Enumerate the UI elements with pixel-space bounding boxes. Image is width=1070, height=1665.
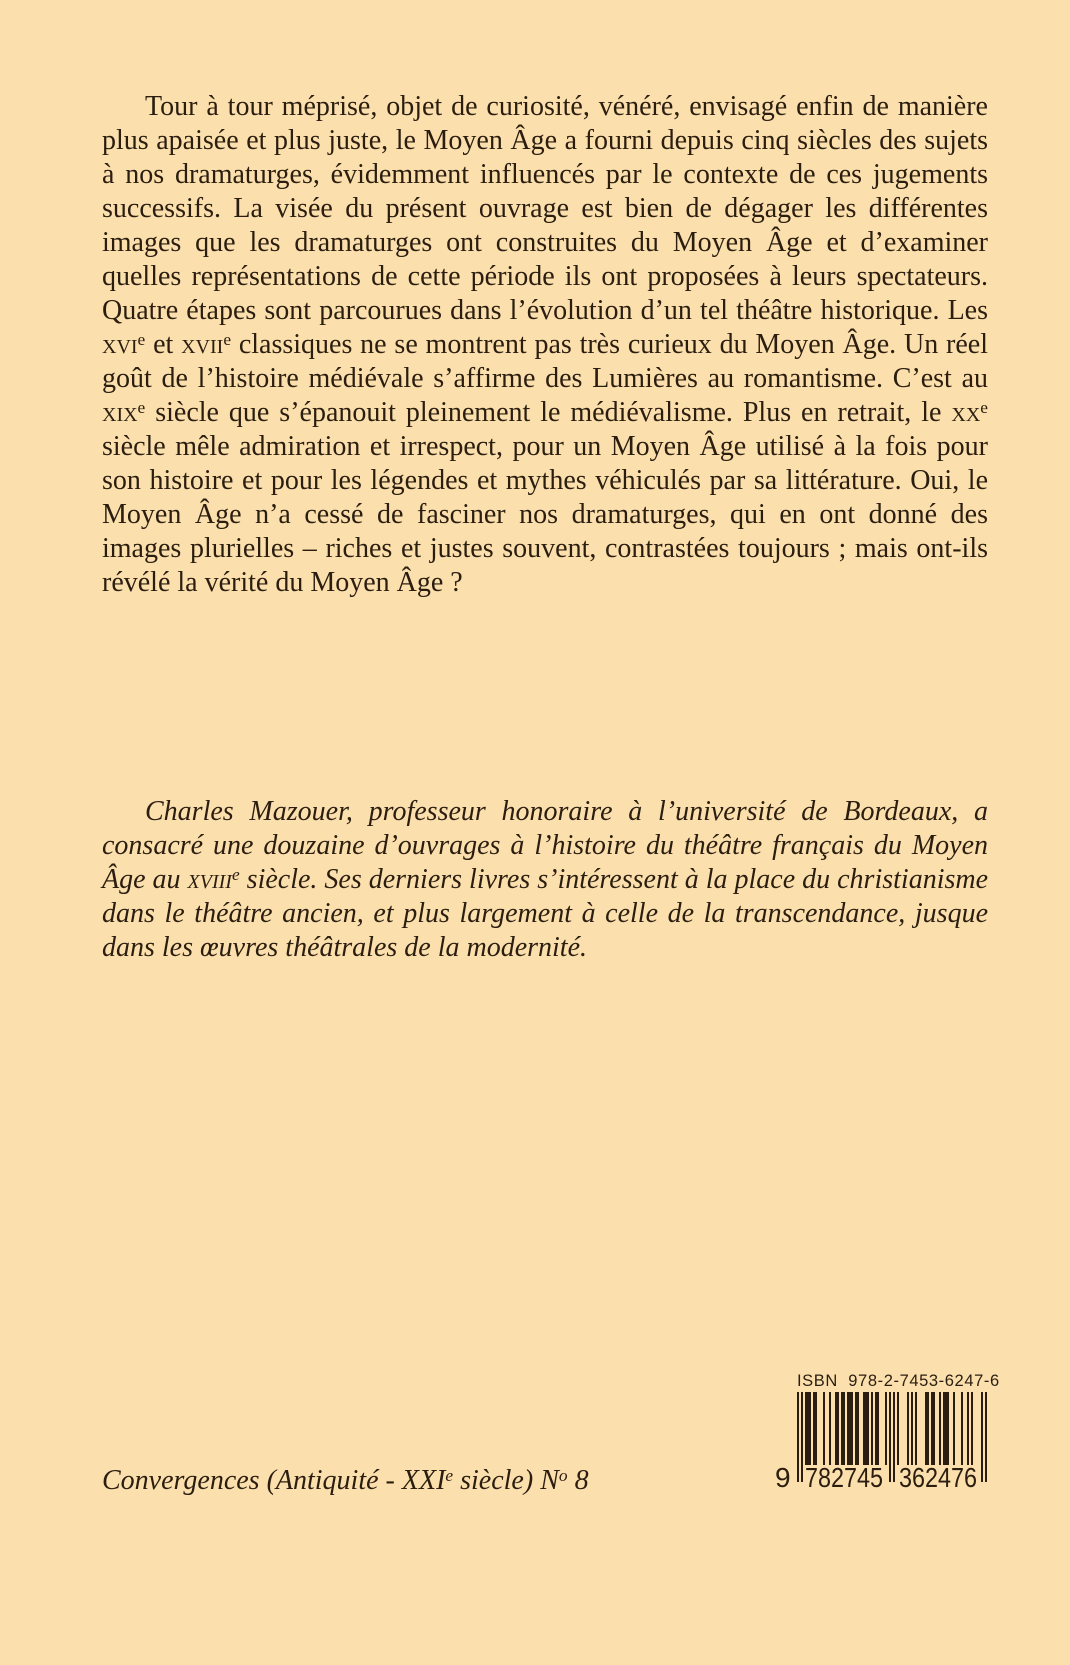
isbn-number-label: ISBN 978-2-7453-6247-6	[797, 1372, 1000, 1390]
svg-text:782745: 782745	[805, 1462, 883, 1492]
svg-text:362476: 362476	[899, 1462, 977, 1492]
collection-series-label: Convergences (Antiquité - XXIe siècle) $N^o$ 8	[102, 1465, 589, 1496]
svg-text:9: 9	[775, 1462, 791, 1492]
synopsis-paragraph: Tour à tour méprisé, objet de curiosité, vénéré, envisagé enfin de manière plus apaisée et plus juste, le Moyen Âge a fourni depuis cinq siècles des sujets à nos dramaturges, évidemment influencés par le contexte de ces jugements successifs. La visée du présent ouvrage est bien de dégager les différentes images que les dramaturges ont construites du Moyen Âge et d’examiner quelles représentations de cette période ils ont proposées à leurs spectateurs. Quatre étapes sont parcourues dans l’évolution d’un tel théâtre historique. Les xvi$^e$ et xvii$^e$ classiques ne se montrent pas très curieux du Moyen Âge. Un réel goût de l’histoire médiévale s’affirme des Lumières au romantisme. C’est au xix$^e$ siècle que s’épanouit pleinement le médiévalisme. Plus en retrait, le $xx^e$ siècle mêle admiration et irrespect, pour un Moyen Âge utilisé à la fois pour son histoire et pour les légendes et mythes véhiculés par sa littérature. Oui, le Moyen Âge n’a cessé de fasciner nos dramaturges, qui en ont donné des images plurielles – riches et justes souvent, contrastées toujours ; mais ont-ils révélé la vérité du Moyen Âge ?	[102, 91, 988, 598]
author-bio-paragraph: Charles Mazouer, professeur honoraire à l’université de Bordeaux, a consacré une douzaine d’ouvrages à l’histoire du théâtre français du Moyen Âge au xviii$^e$ siècle. Ses derniers livres s’intéressent à la place du christianisme dans le théâtre ancien, et plus largement à celle de la transcendance, jusque dans les œuvres théâtrales de la modernité.	[102, 796, 989, 963]
ean13-barcode	[773, 1392, 989, 1492]
